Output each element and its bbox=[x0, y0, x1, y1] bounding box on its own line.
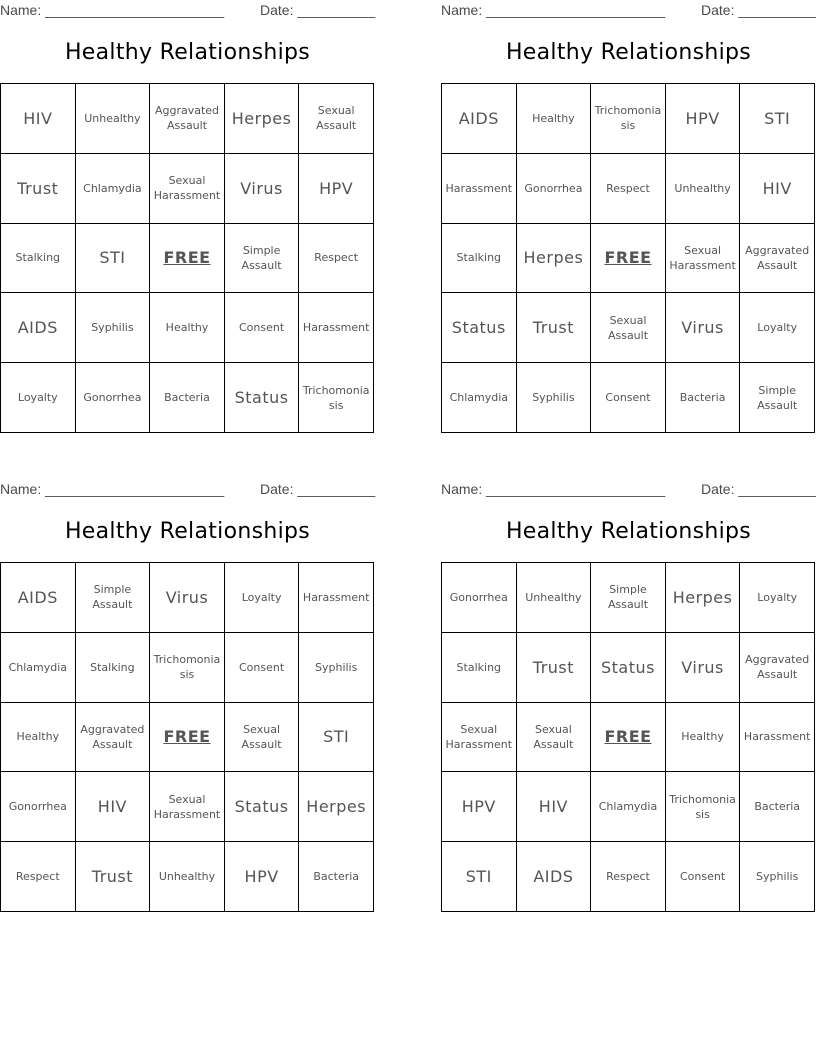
free-space-cell: FREE bbox=[150, 703, 225, 773]
bingo-cell: HIV bbox=[517, 772, 592, 842]
bingo-cell: AIDS bbox=[1, 293, 76, 363]
bingo-cell: Herpes bbox=[225, 84, 300, 154]
bingo-card-4 bbox=[441, 479, 816, 914]
bingo-cell: Trust bbox=[517, 633, 592, 703]
bingo-cell: Trust bbox=[76, 842, 151, 912]
bingo-cell: Virus bbox=[666, 293, 741, 363]
bingo-cell: STI bbox=[442, 842, 517, 912]
card-title: Healthy Relationships bbox=[64, 519, 311, 544]
bingo-cell: Unhealthy bbox=[76, 84, 151, 154]
bingo-grid bbox=[441, 83, 815, 433]
bingo-grid bbox=[0, 562, 374, 912]
bingo-cell: Loyalty bbox=[740, 563, 815, 633]
bingo-cell: Healthy bbox=[150, 293, 225, 363]
bingo-cell: Syphilis bbox=[76, 293, 151, 363]
bingo-cell: Respect bbox=[591, 842, 666, 912]
bingo-cell: Bacteria bbox=[740, 772, 815, 842]
bingo-cell: Stalking bbox=[442, 633, 517, 703]
bingo-cell: Bacteria bbox=[150, 363, 225, 433]
bingo-cell: Status bbox=[591, 633, 666, 703]
name-field-label: Name: _______________________ bbox=[441, 481, 666, 497]
free-space-cell: FREE bbox=[591, 703, 666, 773]
bingo-cell: Aggravated Assault bbox=[740, 224, 815, 294]
bingo-cell: Sexual Assault bbox=[299, 84, 374, 154]
bingo-cell: Sexual Assault bbox=[517, 703, 592, 773]
bingo-cell: Respect bbox=[299, 224, 374, 294]
bingo-grid bbox=[0, 83, 374, 433]
bingo-cell: HIV bbox=[1, 84, 76, 154]
bingo-cell: Aggravated Assault bbox=[76, 703, 151, 773]
bingo-cell: Simple Assault bbox=[76, 563, 151, 633]
bingo-cell: Virus bbox=[666, 633, 741, 703]
bingo-grid bbox=[441, 562, 815, 912]
bingo-cell: Consent bbox=[666, 842, 741, 912]
bingo-cell: Loyalty bbox=[1, 363, 76, 433]
bingo-cell: HPV bbox=[442, 772, 517, 842]
bingo-cell: HPV bbox=[225, 842, 300, 912]
bingo-card-2 bbox=[441, 0, 816, 435]
bingo-cell: Trichomonia sis bbox=[299, 363, 374, 433]
bingo-cell: Simple Assault bbox=[225, 224, 300, 294]
bingo-cell: Unhealthy bbox=[517, 563, 592, 633]
name-date-row bbox=[441, 481, 816, 499]
bingo-cell: Harassment bbox=[299, 563, 374, 633]
bingo-cell: Simple Assault bbox=[591, 563, 666, 633]
bingo-card-3 bbox=[0, 479, 375, 914]
bingo-cell: Simple Assault bbox=[740, 363, 815, 433]
bingo-cell: Gonorrhea bbox=[442, 563, 517, 633]
bingo-cell: Status bbox=[225, 363, 300, 433]
bingo-cell: Sexual Assault bbox=[591, 293, 666, 363]
bingo-cell: Gonorrhea bbox=[1, 772, 76, 842]
bingo-cell: Unhealthy bbox=[150, 842, 225, 912]
bingo-cell: Gonorrhea bbox=[517, 154, 592, 224]
bingo-cell: AIDS bbox=[442, 84, 517, 154]
date-field-label: Date: __________ bbox=[701, 2, 816, 18]
bingo-cell: STI bbox=[740, 84, 815, 154]
bingo-cell: Chlamydia bbox=[442, 363, 517, 433]
bingo-cell: Herpes bbox=[299, 772, 374, 842]
bingo-cell: Trust bbox=[1, 154, 76, 224]
bingo-cell: Chlamydia bbox=[1, 633, 76, 703]
bingo-cell: HPV bbox=[666, 84, 741, 154]
date-field-label: Date: __________ bbox=[260, 481, 376, 497]
bingo-cell: Syphilis bbox=[740, 842, 815, 912]
name-field-label: Name: _______________________ bbox=[0, 481, 225, 497]
name-field-label: Name: _______________________ bbox=[0, 2, 225, 18]
bingo-cell: Stalking bbox=[442, 224, 517, 294]
bingo-cell: STI bbox=[299, 703, 374, 773]
bingo-cell: Status bbox=[442, 293, 517, 363]
bingo-cell: Syphilis bbox=[299, 633, 374, 703]
bingo-cell: Sexual Assault bbox=[225, 703, 300, 773]
bingo-cell: Aggravated Assault bbox=[740, 633, 815, 703]
bingo-cell: Sexual Harassment bbox=[150, 154, 225, 224]
bingo-cell: Chlamydia bbox=[76, 154, 151, 224]
bingo-cell: Consent bbox=[225, 633, 300, 703]
bingo-cell: Loyalty bbox=[225, 563, 300, 633]
bingo-cell: Harassment bbox=[740, 703, 815, 773]
bingo-cell: Virus bbox=[225, 154, 300, 224]
bingo-cell: HPV bbox=[299, 154, 374, 224]
bingo-cell: Loyalty bbox=[740, 293, 815, 363]
name-date-row bbox=[441, 2, 816, 20]
bingo-cell: Harassment bbox=[442, 154, 517, 224]
bingo-cell: Healthy bbox=[666, 703, 741, 773]
bingo-cell: Status bbox=[225, 772, 300, 842]
bingo-cell: Virus bbox=[150, 563, 225, 633]
date-field-label: Date: __________ bbox=[701, 481, 816, 497]
bingo-cell: Trichomonia sis bbox=[591, 84, 666, 154]
name-date-row bbox=[0, 2, 375, 20]
bingo-cell: Chlamydia bbox=[591, 772, 666, 842]
bingo-cell: Respect bbox=[591, 154, 666, 224]
bingo-cell: Trichomonia sis bbox=[666, 772, 741, 842]
bingo-cell: Gonorrhea bbox=[76, 363, 151, 433]
bingo-cell: Sexual Harassment bbox=[666, 224, 741, 294]
bingo-cell: Respect bbox=[1, 842, 76, 912]
bingo-cell: Herpes bbox=[666, 563, 741, 633]
bingo-cell: Healthy bbox=[1, 703, 76, 773]
bingo-cell: Trust bbox=[517, 293, 592, 363]
bingo-cell: AIDS bbox=[517, 842, 592, 912]
free-space-cell: FREE bbox=[591, 224, 666, 294]
bingo-cell: Consent bbox=[591, 363, 666, 433]
bingo-cell: Consent bbox=[225, 293, 300, 363]
bingo-cell: STI bbox=[76, 224, 151, 294]
bingo-cell: Bacteria bbox=[666, 363, 741, 433]
bingo-cell: Trichomonia sis bbox=[150, 633, 225, 703]
date-field-label: Date: __________ bbox=[260, 2, 376, 18]
bingo-cell: Unhealthy bbox=[666, 154, 741, 224]
bingo-card-1 bbox=[0, 0, 375, 435]
bingo-cell: Stalking bbox=[76, 633, 151, 703]
bingo-cell: Stalking bbox=[1, 224, 76, 294]
card-title: Healthy Relationships bbox=[64, 40, 311, 65]
bingo-cell: Sexual Harassment bbox=[150, 772, 225, 842]
free-space-cell: FREE bbox=[150, 224, 225, 294]
name-field-label: Name: _______________________ bbox=[441, 2, 666, 18]
bingo-cell: Bacteria bbox=[299, 842, 374, 912]
card-title: Healthy Relationships bbox=[505, 519, 752, 544]
bingo-cell: Herpes bbox=[517, 224, 592, 294]
bingo-cell: Syphilis bbox=[517, 363, 592, 433]
bingo-cell: HIV bbox=[76, 772, 151, 842]
bingo-cell: Sexual Harassment bbox=[442, 703, 517, 773]
bingo-cell: HIV bbox=[740, 154, 815, 224]
bingo-cell: Healthy bbox=[517, 84, 592, 154]
card-title: Healthy Relationships bbox=[505, 40, 752, 65]
bingo-cell: Aggravated Assault bbox=[150, 84, 225, 154]
name-date-row bbox=[0, 481, 375, 499]
bingo-cell: Harassment bbox=[299, 293, 374, 363]
bingo-cell: AIDS bbox=[1, 563, 76, 633]
